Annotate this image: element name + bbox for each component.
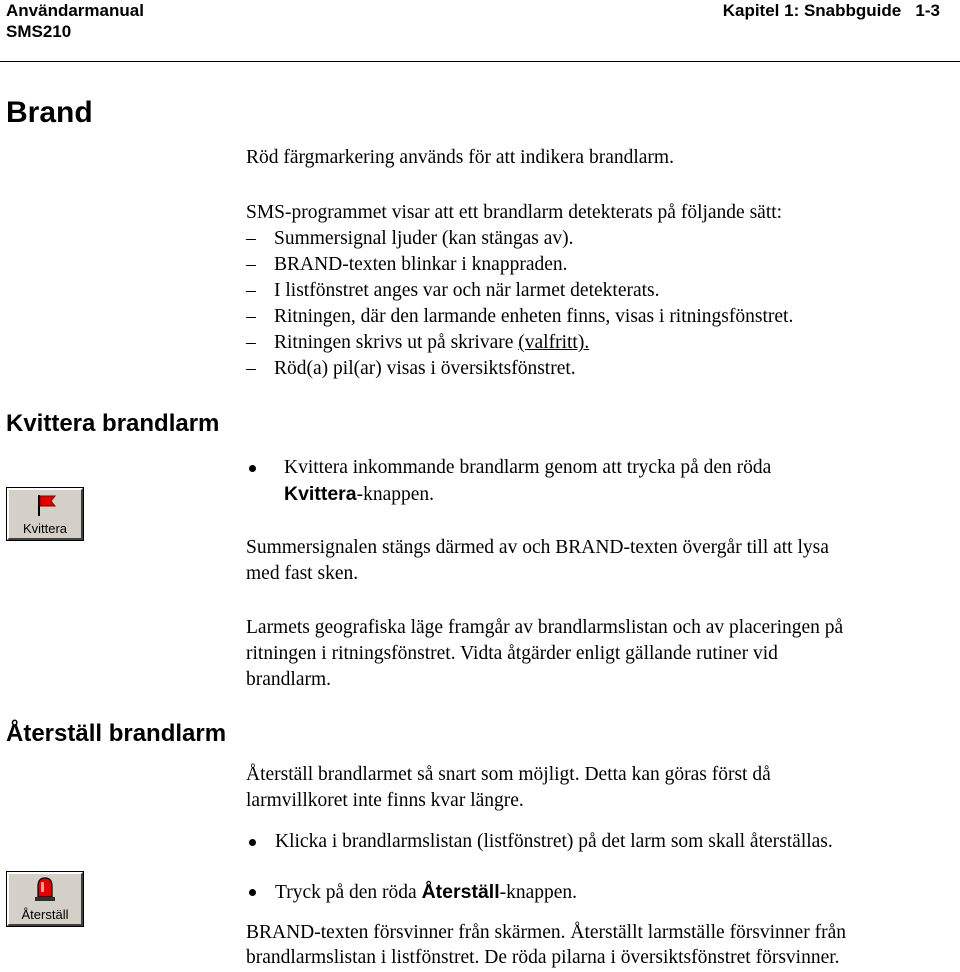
- list-item: Summersignal ljuder (kan stängas av).: [274, 228, 574, 249]
- bullet: [249, 465, 256, 472]
- optional-note: (valfritt).: [518, 332, 590, 353]
- page-number: 1-3: [915, 1, 940, 20]
- list-item: [274, 330, 589, 356]
- doc-title: Användarmanual: [6, 1, 144, 20]
- kvittera-para2-line2: ritningen i ritningsfönstret. Vidta åtgärder enligt gällande rutiner vid: [246, 643, 778, 664]
- aterstall-para2-line1: BRAND-texten försvinner från skärmen. Återställt larmställe försvinner från: [246, 922, 846, 943]
- brand-lead: SMS-programmet visar att ett brandlarm detekterats på följande sätt:: [246, 202, 783, 223]
- section-heading-aterstall: Återställ brandlarm: [6, 720, 227, 747]
- aterstall-para1-line1: Återställ brandlarmet så snart som möjligt. Detta kan göras först då: [246, 764, 771, 785]
- chapter-title: Kapitel 1: Snabbguide: [722, 1, 902, 20]
- aterstall-bullet1: Klicka i brandlarmslistan (listfönstret) på det larm som skall återställas.: [275, 831, 833, 852]
- section-heading-brand: Brand: [6, 96, 93, 129]
- dash-marker: –: [246, 228, 256, 249]
- aterstall-button[interactable]: [7, 872, 83, 926]
- list-item: BRAND-texten blinkar i knappraden.: [274, 254, 568, 275]
- aterstall-button-label: Återställ: [21, 907, 69, 922]
- dash-marker: –: [246, 306, 256, 327]
- kvittera-bold-term: Kvittera: [284, 483, 357, 505]
- bullet: [249, 889, 256, 896]
- red-beacon-icon: [32, 875, 58, 903]
- kvittera-instruction-line2: [284, 481, 434, 508]
- aterstall-bullet2-pre: Tryck på den röda: [275, 882, 422, 903]
- list-item-text: Ritningen skrivs ut på skrivare: [274, 332, 519, 353]
- dash-marker: –: [246, 332, 256, 353]
- kvittera-para1-line1: Summersignalen stängs därmed av och BRAND-texten övergår till att lysa: [246, 537, 829, 558]
- kvittera-para1-line2: med fast sken.: [246, 563, 359, 584]
- dash-marker: –: [246, 280, 256, 301]
- header-rule: [0, 61, 960, 62]
- kvittera-para2-line3: brandlarm.: [246, 669, 332, 690]
- kvittera-para2-line1: Larmets geografiska läge framgår av brandlarmslistan och av placeringen på: [246, 617, 844, 638]
- section-heading-kvittera: Kvittera brandlarm: [6, 410, 220, 437]
- list-item: Ritningen, där den larmande enheten finns, visas i ritningsfönstret.: [274, 306, 794, 327]
- kvittera-button-label: Kvittera: [22, 521, 68, 536]
- dash-marker: –: [246, 358, 256, 379]
- bullet: [249, 839, 256, 846]
- aterstall-para2-line2: brandlarmslistan i listfönstret. De röda pilarna i översiktsfönstret försvinner.: [246, 947, 840, 968]
- kvittera-suffix: -knappen.: [356, 484, 435, 505]
- red-flag-icon: [33, 492, 59, 518]
- list-item: I listfönstret anges var och när larmet detekterats.: [274, 280, 660, 301]
- aterstall-bold-term: Återställ: [421, 881, 500, 903]
- aterstall-bullet2: [275, 879, 577, 906]
- aterstall-bullet2-post: -knappen.: [499, 882, 578, 903]
- product-name: SMS210: [6, 22, 72, 41]
- dash-marker: –: [246, 254, 256, 275]
- brand-intro: Röd färgmarkering används för att indikera brandlarm.: [246, 147, 674, 168]
- page-header-right: [723, 0, 940, 22]
- aterstall-para1-line2: larmvillkoret inte finns kvar längre.: [246, 790, 524, 811]
- kvittera-instruction-line1: Kvittera inkommande brandlarm genom att trycka på den röda: [284, 457, 772, 478]
- kvittera-button[interactable]: [7, 488, 83, 540]
- list-item: Röd(a) pil(ar) visas i översiktsfönstret.: [274, 358, 576, 379]
